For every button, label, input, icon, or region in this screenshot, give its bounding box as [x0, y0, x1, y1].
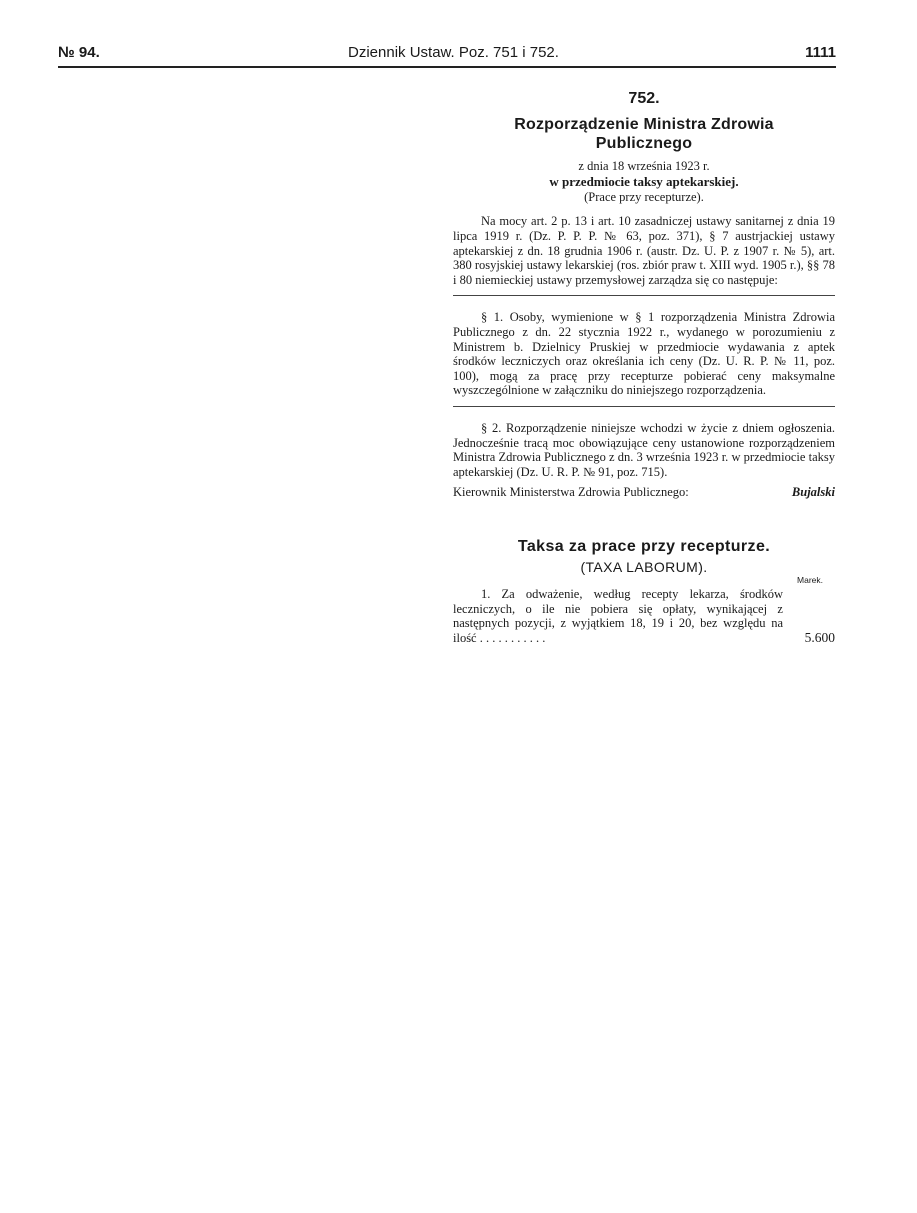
paragraph-1: § 1. Osoby, wymienione w § 1 rozporządzenia Ministra Zdrowia Publicznego z dn. 22 stycznia 1922 r., wydanego w porozumieniu z Ministrem b. Dzielnicy Pruskiej w przedmiocie wydawania z aptek środków leczniczych oraz określania ich ceny (Dz. U. R. P. № 11, poz. 100), mogą za pracę przy recepturze pobierać ceny maksymalne wyszczególnione w załączniku do niniejszego rozporządzenia.: [453, 310, 835, 398]
journal-title: Dziennik Ustaw. Poz. 751 i 752.: [348, 44, 559, 61]
divider: [453, 406, 835, 407]
paragraph-2: § 2. Rozporządzenie niniejsze wchodzi w życie z dniem ogłoszenia. Jednocześnie tracą moc obowiązujące ceny ustanowione rozporządzeniem Ministra Zdrowia Publicznego z dn. 3 września 1923 r. w przedmiocie taksy aptekarskiej (Dz. U. R. P. № 91, poz. 715).: [453, 420, 835, 479]
decree-subject: w przedmiocie taksy aptekarskiej.: [549, 174, 739, 190]
decree-title-line2: Publicznego: [595, 134, 693, 152]
signature-line: [453, 485, 835, 500]
signature-label: Kierownik Ministerstwa Zdrowia Publicznego:: [453, 485, 689, 500]
item-text: 1. Za odważenie, według recepty lekarza, środków leczniczych, o ile nie pobiera się opłaty, wynikającej z następnych pozycji, z wyjątkiem 18, 19 i 20, bez względu na ilość . . . . . . . . . . .: [453, 587, 783, 645]
decree-subtitle: (Prace przy recepturze).: [584, 189, 704, 204]
signature-name: Bujalski: [791, 485, 835, 500]
item-value: 5.600: [804, 629, 835, 645]
decree-column: [453, 92, 835, 645]
decree-date: z dnia 18 września 1923 r.: [578, 158, 710, 173]
decree-number: 752.: [628, 90, 660, 107]
taksa-title: Taksa za prace przy recepturze.: [517, 537, 771, 555]
issue-number: № 94.: [58, 44, 100, 61]
decree-intro: Na mocy art. 2 p. 13 i art. 10 zasadniczej ustawy sanitarnej z dnia 19 lipca 1919 r. (Dz. P. P. P. № 63, poz. 371), § 7 austrjackiej ustawy aptekarskiej z dn. 18 grudnia 1906 r. (austr. Dz. U. P. z 1907 r. № 5), art. 380 rosyjskiej ustawy lekarskiej (ros. zbiór praw t. XIII wyd. 1905 r.), §§ 78 i 80 niemieckiej ustawy przemysłowej zarządza się co następuje:: [453, 214, 835, 287]
page-number: 1111: [805, 44, 836, 61]
unit-header: [453, 575, 835, 587]
taksa-subtitle: (TAXA LABORUM).: [580, 559, 708, 576]
unit-label: Marek.: [797, 575, 823, 586]
list-item: [453, 587, 835, 645]
decree-title-line1: Rozporządzenie Ministra Zdrowia: [514, 115, 774, 133]
divider: [453, 295, 835, 296]
page-header: [58, 40, 836, 68]
